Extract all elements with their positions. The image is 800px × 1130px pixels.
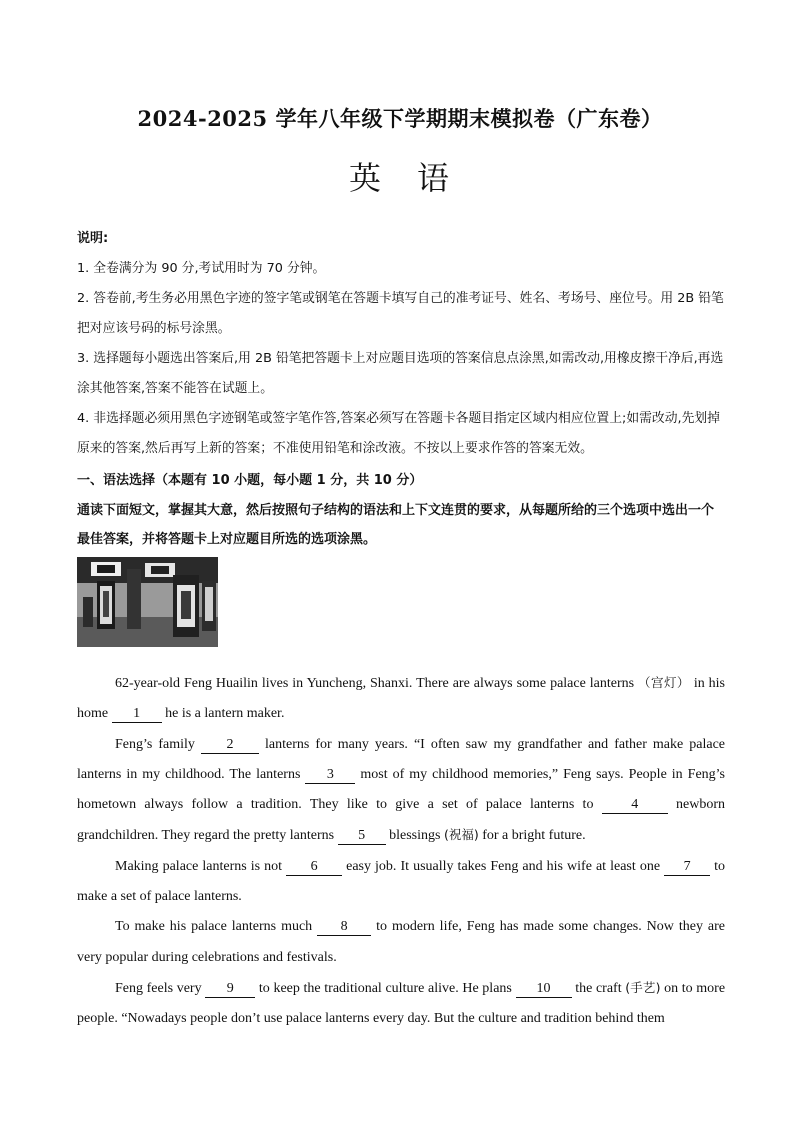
passage-text: on to more people. “Nowadays people don’t use palace lanterns every day. But the culture and tradition behind them <box>77 980 726 1027</box>
passage-paragraph-1 <box>77 668 725 730</box>
passage-gloss: (祝福) <box>443 827 479 843</box>
instruction-item: 1. 全卷满分为 90 分,考试用时为 70 分钟。 <box>77 261 326 276</box>
blank-10[interactable]: 10 <box>516 981 572 998</box>
exam-title: 2024-2025 学年八年级下学期期末模拟卷（广东卷） <box>137 106 663 131</box>
instructions-heading: 说明: <box>77 231 109 246</box>
passage-paragraph-5 <box>77 973 725 1035</box>
blank-7[interactable]: 7 <box>664 859 710 876</box>
blank-8[interactable]: 8 <box>317 919 371 936</box>
section-directions: 通读下面短文，掌握其大意，然后按照句子结构的语法和上下文连贯的要求，从每题所给的三个选项中选出一个最佳答案，并将答题卡上对应题目所选的选项涂黑。 <box>77 503 715 547</box>
subject-char-2: 语 <box>417 159 452 197</box>
passage-text: To make his palace lanterns much <box>115 919 313 935</box>
section-heading: 一、语法选择（本题有 10 小题，每小题 1 分，共 10 分） <box>77 473 423 488</box>
lantern-photo <box>77 557 218 647</box>
passage-gloss: （宫灯） <box>638 675 690 690</box>
instructions-list <box>77 254 725 464</box>
reading-passage <box>77 668 725 1035</box>
instruction-item: 3. 选择题每小题选出答案后,用 2B 铅笔把答题卡上对应题目选项的答案信息点涂黑,如需改动,用橡皮擦干净后,再选涂其他答案,答案不能答在试题上。 <box>77 351 724 396</box>
instruction-item: 4. 非选择题必须用黑色字迹钢笔或签字笔作答,答案必须写在答题卡各题目指定区域内相应位置上;如需改动,先划掉原来的答案,然后再写上新的答案；不准使用铅笔和涂改液。不按以上要求作答的答案无效。 <box>77 411 720 456</box>
passage-text: he is a lantern maker. <box>165 706 285 722</box>
passage-paragraph-2 <box>77 730 725 852</box>
blank-6[interactable]: 6 <box>286 859 342 876</box>
passage-text: blessings <box>389 828 441 844</box>
passage-gloss: (手艺) <box>625 979 661 995</box>
passage-text: 62-year-old Feng Huailin lives in Yuncheng, Shanxi. There are always some palace lanterns <box>115 676 635 691</box>
blank-1[interactable]: 1 <box>112 706 162 723</box>
subject-char-1: 英 <box>348 159 383 197</box>
passage-text: most of my childhood memories,” Feng says. People in Feng’s hometown always follow a tradition. They like to give a set of palace lanterns to <box>77 766 726 813</box>
passage-text: lanterns for many years. “I often saw my grandfather and father make palace lanterns in my childhood. The lanterns <box>77 736 726 782</box>
blank-4[interactable]: 4 <box>602 797 668 814</box>
blank-5[interactable]: 5 <box>338 828 386 845</box>
passage-paragraph-3 <box>77 852 725 913</box>
blank-2[interactable]: 2 <box>201 737 259 754</box>
passage-text: Making palace lanterns is not <box>115 858 283 874</box>
passage-text: newborn grandchildren. They regard the pretty lanterns <box>77 797 726 844</box>
blank-3[interactable]: 3 <box>305 767 355 784</box>
passage-text: in his home <box>77 676 725 722</box>
passage-text: to keep the traditional culture alive. He plans <box>258 980 512 996</box>
blank-9[interactable]: 9 <box>205 981 255 998</box>
passage-text: to make a set of palace lanterns. <box>77 858 726 905</box>
passage-text: easy job. It usually takes Feng and his wife at least one <box>346 858 661 874</box>
passage-text: for a bright future. <box>482 828 586 844</box>
subject-title <box>0 153 800 199</box>
passage-text: Feng feels very <box>115 980 202 996</box>
passage-text: Feng’s family <box>115 736 195 752</box>
passage-text: the craft <box>575 980 622 996</box>
passage-paragraph-4 <box>77 912 725 973</box>
passage-text: to modern life, Feng has made some changes. Now they are very popular during celebrations and festivals. <box>77 919 726 965</box>
instruction-item: 2. 答卷前,考生务必用黑色字迹的签字笔或钢笔在答题卡填写自己的准考证号、姓名、考场号、座位号。用 2B 铅笔把对应该号码的标号涂黑。 <box>77 291 724 336</box>
lantern-photo-image <box>77 557 218 647</box>
